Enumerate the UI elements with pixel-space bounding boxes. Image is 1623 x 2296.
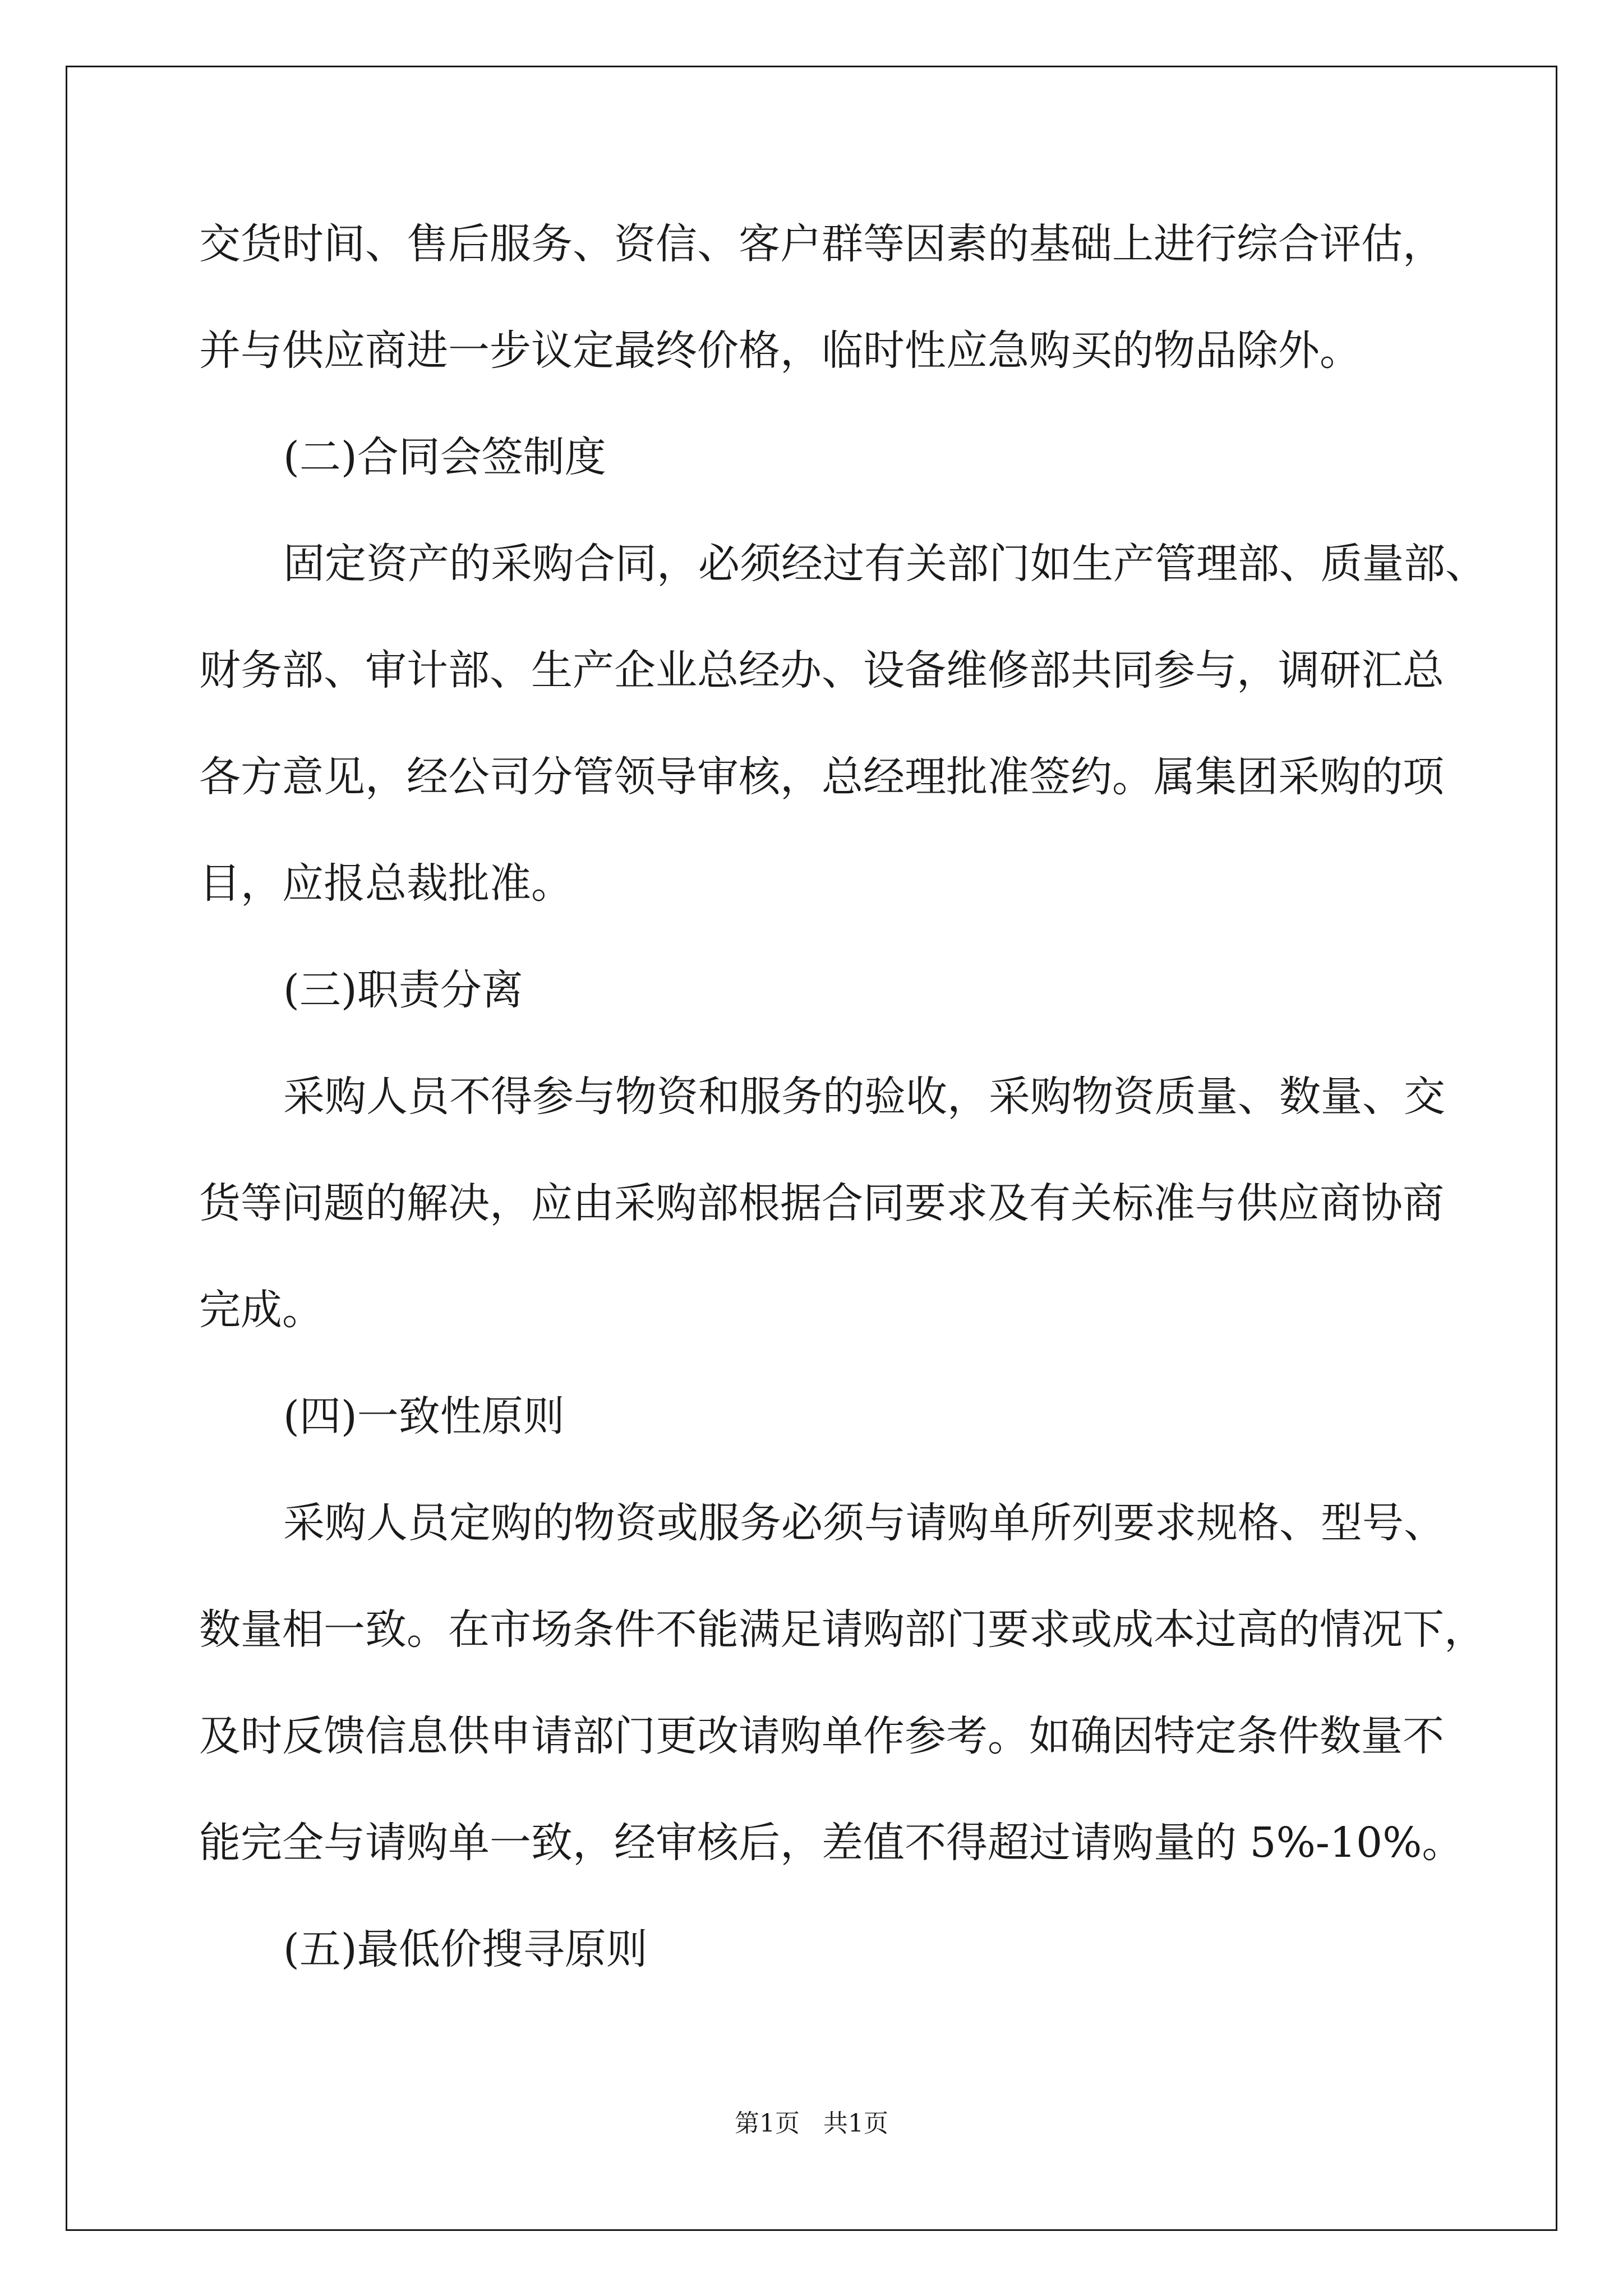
text-line: 及时反馈信息供申请部门更改请购单作参考。如确因特定条件数量不 (199, 1712, 1444, 1760)
text-line: 采购人员不得参与物资和服务的验收，采购物资质量、数量、交 (283, 1073, 1445, 1121)
text-line: 各方意见，经公司分管领导审核，总经理批准签约。属集团采购的项 (199, 753, 1444, 801)
section-heading: (三)职责分离 (283, 966, 523, 1014)
section-heading: (二)合同会签制度 (283, 433, 606, 481)
page-number-footer: 第1页 共1页 (735, 2109, 888, 2138)
text-line: 固定资产的采购合同，必须经过有关部门如生产管理部、质量部、 (283, 540, 1487, 588)
page-border (66, 66, 1557, 2231)
text-line: 能完全与请购单一致，经审核后，差值不得超过请购量的 5%-10%。 (199, 1819, 1464, 1867)
section-heading: (五)最低价搜寻原则 (283, 1925, 648, 1973)
text-line: 完成。 (199, 1286, 324, 1334)
text-line: 采购人员定购的物资或服务必须与请购单所列要求规格、型号、 (283, 1499, 1445, 1547)
text-line: 目，应报总裁批准。 (199, 859, 573, 908)
text-line: 财务部、审计部、生产企业总经办、设备维修部共同参与，调研汇总 (199, 646, 1444, 694)
text-line: 交货时间、售后服务、资信、客户群等因素的基础上进行综合评估， (199, 220, 1444, 268)
text-line: 数量相一致。在市场条件不能满足请购部门要求或成本过高的情况下， (199, 1605, 1486, 1654)
text-line: 并与供应商进一步议定最终价格，临时性应急购买的物品除外。 (199, 326, 1361, 375)
section-heading: (四)一致性原则 (283, 1392, 565, 1441)
text-line: 货等问题的解决，应由采购部根据合同要求及有关标准与供应商协商 (199, 1179, 1444, 1227)
